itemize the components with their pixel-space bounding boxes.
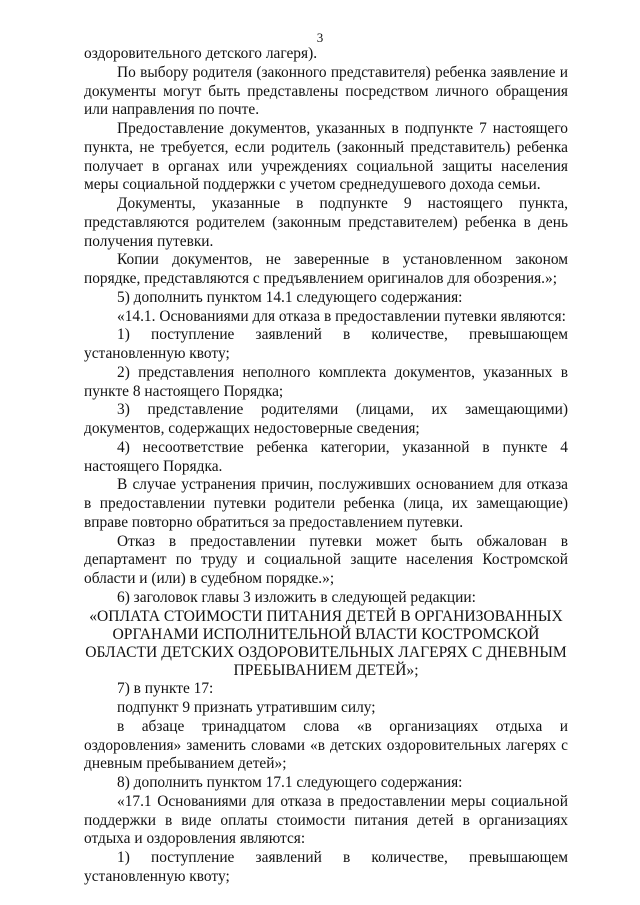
paragraph: подпункт 9 признать утратившим силу; [117,699,376,717]
list-item: 3) представление родителями (лицами, их замещающими) документов, содержащих недостоверные сведения; [84,401,568,437]
list-item: 1) поступление заявлений в количестве, превышающем установленную квоту; [84,849,568,885]
paragraph: 5) дополнить пунктом 14.1 следующего содержания: [117,288,463,306]
paragraph: в абзаце тринадцатом слова «в организациях отдыха и оздоровления» заменить словами «в детских оздоровительных лагерях с дневным пребыванием детей»; [84,717,568,773]
list-item: 2) представления неполного комплекта документов, указанных в пункте 8 настоящего Порядка; [84,363,568,400]
paragraph: В случае устранения причин, послуживших основанием для отказа в предоставлении путевки родители ребенка (лица, их замещающие) вправе повторно обратиться за предоставлением путевки. [84,476,568,531]
paragraph: 7) в пункте 17: [117,680,214,698]
list-item: 4) несоответствие ребенка категории, указанной в пункте 4 настоящего Порядка. [84,438,568,475]
paragraph: Предоставление документов, указанных в подпункте 7 настоящего пункта, не требуется, если родитель (законный представитель) ребенка получает в органах или учреждениях социальной защиты населения меры социальной поддержки с учетом среднедушевого дохода семьи. [84,120,568,194]
page-number: 3 [316,30,324,45]
paragraph: оздоровительного детского лагеря). [84,45,318,62]
paragraph: Документы, указанные в подпункте 9 настоящего пункта, представляются родителем (законным представителем) ребенка в день получения путевки. [84,195,568,250]
chapter-heading: «ОПЛАТА СТОИМОСТИ ПИТАНИЯ ДЕТЕЙ В ОРГАНИЗОВАННЫХ ОРГАНАМИ ИСПОЛНИТЕЛЬНОЙ ВЛАСТИ КОСТРОМСКОЙ ОБЛАСТИ ДЕТСКИХ ОЗДОРОВИТЕЛЬНЫХ ЛАГЕРЯХ С ДНЕВНЫМ ПРЕБЫВАНИЕМ ДЕТЕЙ»; [85,607,567,680]
paragraph: «17.1 Основаниями для отказа в предоставлении меры социальной поддержки в виде оплаты стоимости питания детей в организациях отдыха и оздоровления являются: [84,792,568,848]
paragraph: Отказ в предоставлении путевки может быть обжалован в департамент по труду и социальной защите населения Костромской области и (или) в судебном порядке.»; [84,532,568,587]
paragraph: 8) дополнить пунктом 17.1 следующего содержания: [117,774,463,792]
paragraph: «14.1. Основаниями для отказа в предоставлении путевки являются: [117,307,566,325]
paragraph: По выбору родителя (законного представителя) ребенка заявление и документы могут быть представлены посредством личного обращения или направления по почте. [84,63,568,119]
list-item: 1) поступление заявлений в количестве, превышающем установленную квоту; [84,326,568,362]
paragraph: Копии документов, не заверенные в установленном законом порядке, представляются с предъявлением оригиналов для обозрения.»; [84,251,568,287]
paragraph: 6) заголовок главы 3 изложить в следующей редакции: [117,588,476,606]
document-body [84,45,568,887]
